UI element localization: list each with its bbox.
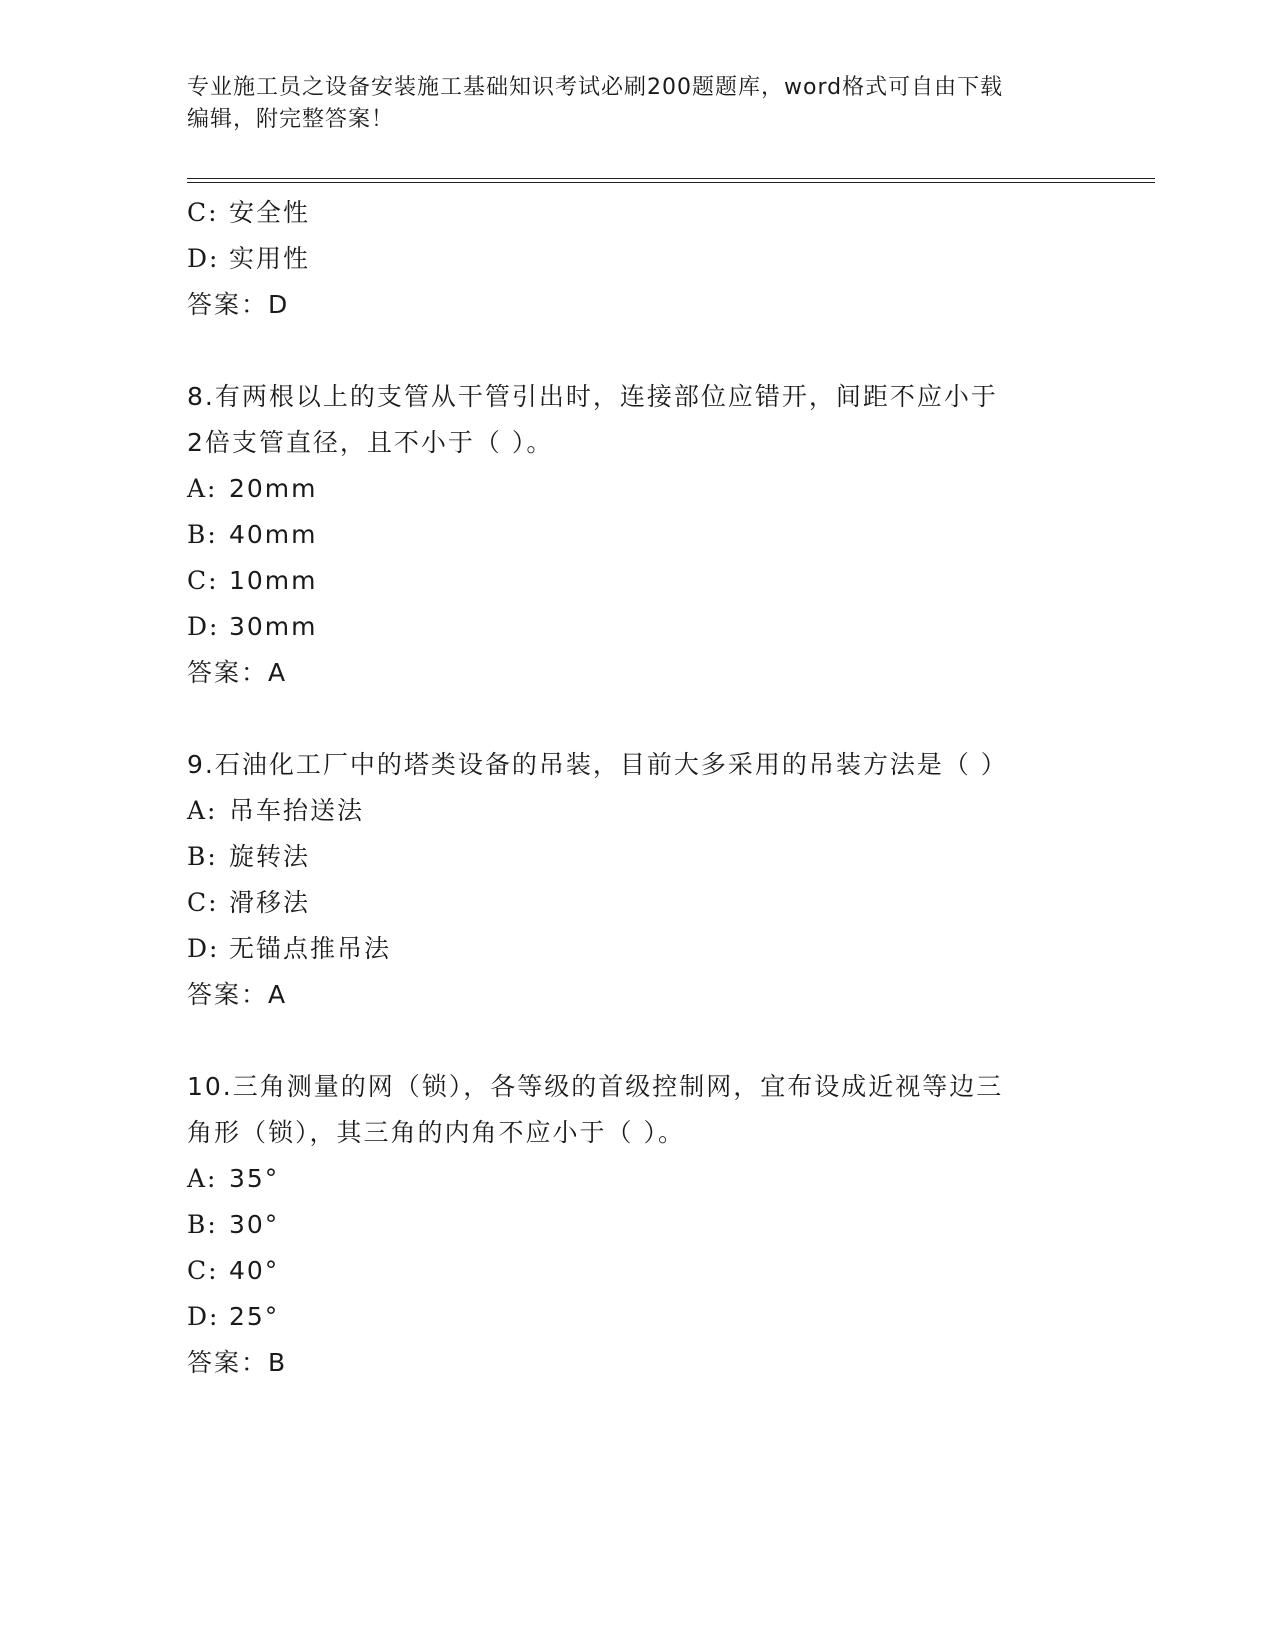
option-item [187, 1294, 1087, 1340]
header-title-line-1: 专业施工员之设备安装施工基础知识考试必刷200题题库，word格式可自由下载 [187, 75, 1004, 100]
option-label: A: [187, 1164, 218, 1193]
header-divider [187, 178, 1155, 183]
option-text: 吊车抬送法 [229, 796, 365, 825]
question-stem: 9.石油化工厂中的塔类设备的吊装，目前大多采用的吊装方法是（ ） [187, 750, 1008, 779]
option-label: D: [187, 934, 220, 963]
option-item [187, 834, 1087, 880]
header-title-line-2: 编辑，附完整答案！ [187, 107, 395, 132]
option-label: B: [187, 520, 218, 549]
answer-line: 答案：B [187, 1348, 288, 1377]
option-label: D: [187, 244, 220, 273]
option-item [187, 190, 1087, 236]
answer-line: 答案：A [187, 980, 288, 1009]
spacer [187, 696, 1087, 742]
option-label: A: [187, 796, 218, 825]
option-label: C: [187, 566, 219, 595]
option-label: B: [187, 1210, 218, 1239]
option-label: B: [187, 842, 218, 871]
option-item [187, 1156, 1087, 1202]
option-item [187, 1202, 1087, 1248]
option-item [187, 466, 1087, 512]
spacer [187, 1018, 1087, 1064]
spacer [187, 328, 1087, 374]
option-item [187, 1248, 1087, 1294]
option-item [187, 880, 1087, 926]
option-text: 30° [229, 1210, 280, 1239]
option-text: 35° [229, 1164, 280, 1193]
option-text: 20mm [229, 474, 318, 503]
option-text: 40° [229, 1256, 280, 1285]
document-header [187, 72, 1087, 136]
option-item [187, 512, 1087, 558]
option-text: 旋转法 [229, 842, 311, 871]
question-stem: 2倍支管直径，且不小于（ ）。 [187, 428, 554, 457]
question-list [187, 190, 1087, 1386]
option-item [187, 236, 1087, 282]
option-item [187, 926, 1087, 972]
option-text: 30mm [229, 612, 318, 641]
option-text: 实用性 [229, 244, 311, 273]
question-stem: 8.有两根以上的支管从干管引出时，连接部位应错开，间距不应小于 [187, 382, 998, 411]
option-item [187, 788, 1087, 834]
option-text: 安全性 [229, 198, 311, 227]
option-text: 40mm [229, 520, 318, 549]
option-text: 25° [229, 1302, 280, 1331]
option-item [187, 558, 1087, 604]
option-label: D: [187, 1302, 220, 1331]
option-text: 无锚点推吊法 [229, 934, 392, 963]
answer-line: 答案：A [187, 658, 288, 687]
option-text: 10mm [229, 566, 318, 595]
option-label: C: [187, 198, 219, 227]
option-label: D: [187, 612, 220, 641]
option-label: C: [187, 888, 219, 917]
answer-line: 答案：D [187, 290, 290, 319]
question-stem: 10.三角测量的网（锁），各等级的首级控制网，宜布设成近视等边三 [187, 1072, 1004, 1101]
option-label: A: [187, 474, 218, 503]
option-text: 滑移法 [229, 888, 311, 917]
option-item [187, 604, 1087, 650]
question-stem: 角形（锁），其三角的内角不应小于（ ）。 [187, 1118, 685, 1147]
option-label: C: [187, 1256, 219, 1285]
